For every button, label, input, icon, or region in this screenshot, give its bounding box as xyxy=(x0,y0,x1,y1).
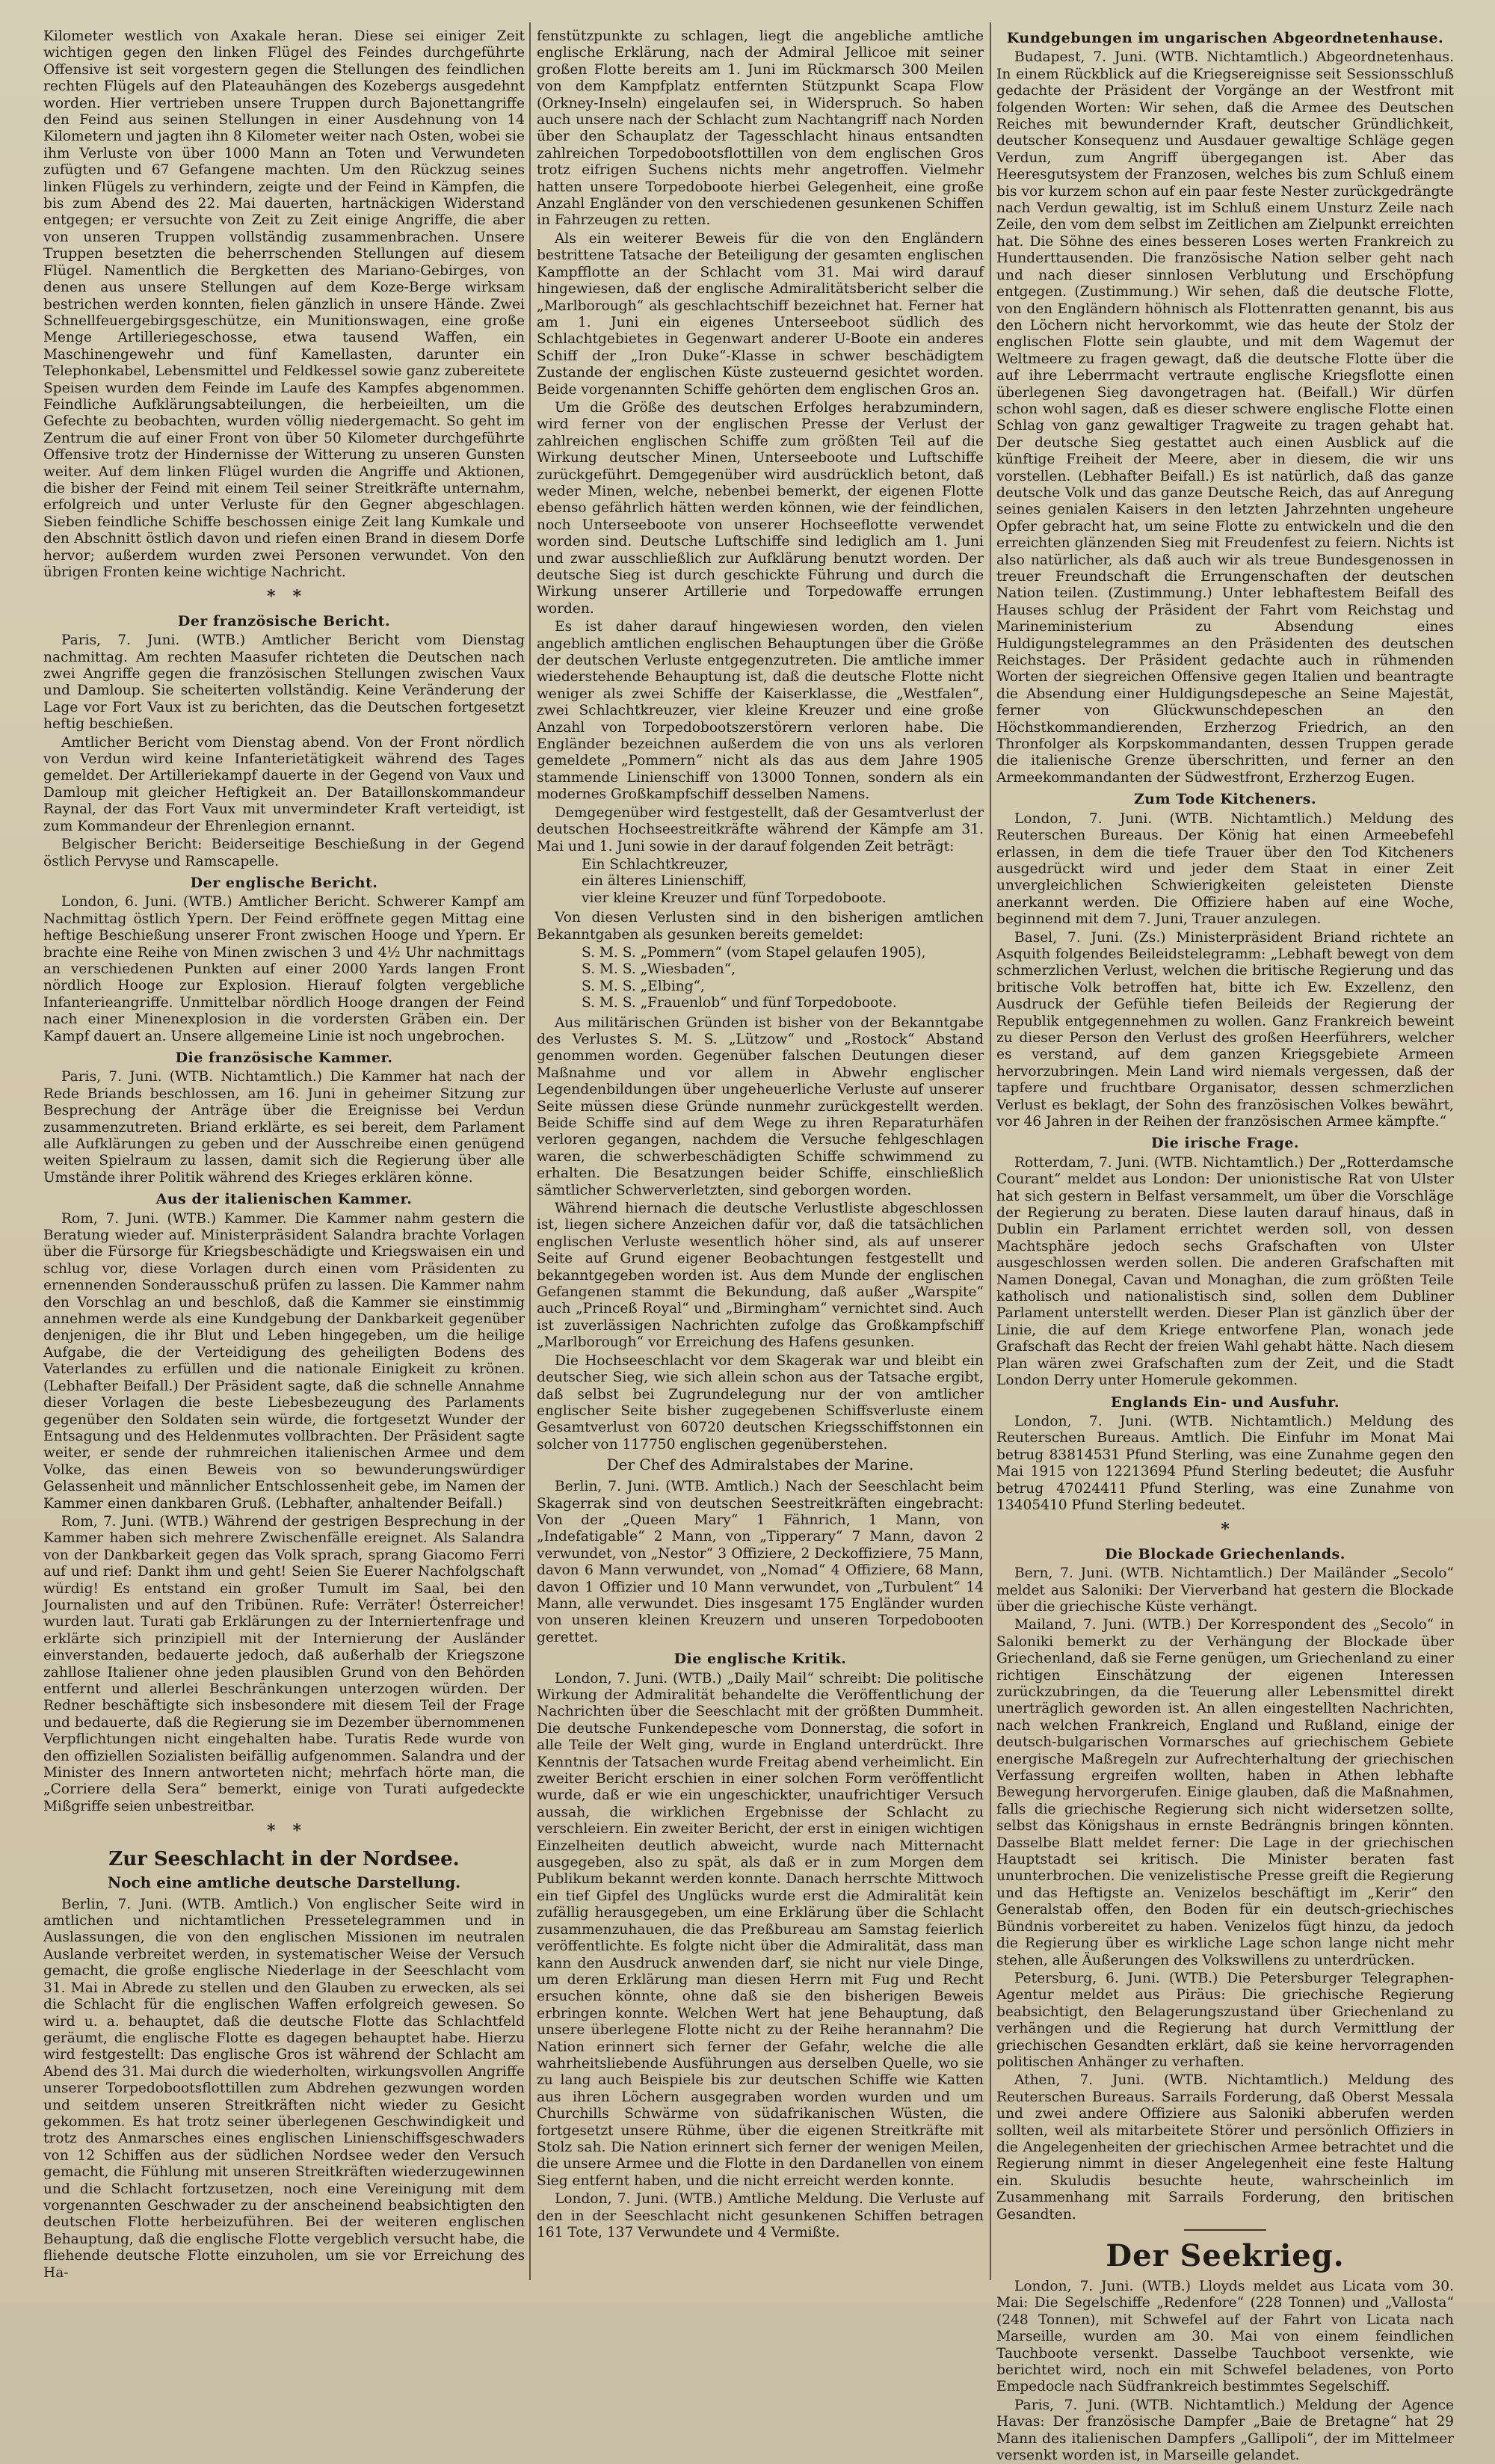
section-heading-large: Der Seekrieg. xyxy=(1106,2238,1345,2273)
section-heading: Englands Ein- und Ausfuhr. xyxy=(1111,1393,1340,1411)
paragraph: Die Hochseeschlacht vor dem Skagerak war und bleibt ein deutscher Sieg, wie sich allein schon aus der Tatsache ergibt, daß selbst bei Zugrundelegung nur der von amtlicher englischer Seite bisher zugegebenen Schiffsverluste einem Gesamtverlust von 60720 deutschen Kriegsschiffstonnen ein solcher von 117750 englischen gegenüberstehen. xyxy=(537,1352,984,1453)
paragraph: Berlin, 7. Juni. (WTB. Amtlich.) Nach der Seeschlacht beim Skagerrak sind von deutschen Seestreitkräften eingebracht: Von der „Queen Mary“ 1 Fähnrich, 1 Mann, von „Indefatigable“ 2 Mann, von „Tipperary“ 7 Mann, davon 2 verwundet, von „Nestor“ 3 Offiziere, 2 Deckoffiziere, 75 Mann, davon 6 Mann verwundet, von „Nomad“ 4 Offiziere, 68 Mann, davon 1 Offizier und 10 Mann verwundet, von „Turbulent“ 14 Mann, alle verwundet. Dies insgesamt 175 Engländer wurden von unseren kleinen Kreuzern und unseren Torpedobooten gerettet. xyxy=(537,1479,984,1645)
paragraph: Demgegenüber wird festgestellt, daß der Gesamtverlust der deutschen Hochseestreitkräfte während der Kämpfe am 31. Mai und 1. Juni sowie in der darauf folgenden Zeit beträgt: xyxy=(537,804,984,854)
column-rule xyxy=(529,22,531,2280)
section-heading: Der französische Bericht. xyxy=(177,612,391,629)
paragraph: Während hiernach die deutsche Verlustliste abgeschlossen ist, liegen sichere Anzeichen dafür vor, daß die tatsächlichen englischen Verluste wesentlich höher sind, als auf unserer Seite auf Grund eigener Beobachtungen festgestellt und bekanntgegeben worden ist. Aus dem Munde der englischen Gefangenen stammt die Bekundung, daß außer „Warspite“ auch „Princeß Royal“ und „Birmingham“ vernichtet sind. Auch ist zuverlässigen Nachrichten zufolge das Großkampfschiff „Marlborough“ vor Erreichung des Hafens gesunken. xyxy=(537,1201,984,1351)
list-item: Ein Schlachtkreuzer, xyxy=(582,856,729,872)
list-item: S. M. S. „Pommern“ (vom Stapel gelaufen 1905), xyxy=(582,944,926,961)
section-heading: Aus der italienischen Kammer. xyxy=(155,1191,413,1208)
paragraph: Als ein weiterer Beweis für die von den Engländern bestrittene Tatsache der Beteiligung der gesamten englischen Kampfflotte an der Schlacht vom 31. Mai wird darauf hingewiesen, daß der englische Admiralitätsbericht selber die „Marlborough“ als geschlachtschiff bezeichnet hat. Ferner hat am 1. Juni ein eigenes Unterseeboot südlich des Schlachtgebietes in Gegenwart anderer U-Boote ein anderes Schiff der „Iron Duke“-Klasse in schwer beschädigtem Zustande der englischen Küste zusteuernd gesichtet worden. Beide vorgenannten Schiffe gehörten dem englischen Gros an. xyxy=(537,230,984,398)
column-left xyxy=(43,28,525,2281)
section-separator: * * xyxy=(267,1821,301,1841)
paragraph: Rom, 7. Juni. (WTB.) Während der gestrigen Besprechung in der Kammer haben sich mehrere Zwischenfälle ereignet. Als Salandra von der Dankbarkeit gegen das Volk sprach, sprang Giacomo Ferri auf und rief: Dankt ihm und geht! Seien Sie Euerer Nachfolgschaft würdig! Es entstand ein großer Tumult im Saal, bei den Journalisten und auf den Tribünen. Rufe: Verräter! Österreicher! wurden laut. Turati gab Erklärungen zu der Interniertenfrage und erklärte sich prinzipiell mit der Internierung der Ausländer einverstanden, bedauerte jedoch, daß außerhalb der Kriegszone zahllose Italiener ohne jeden plausiblen Grund von den Behörden entfernt und allerlei Beschränkungen unterzogen würden. Der Redner beschäftigte sich insbesondere mit diesem Teil der Frage und bedauerte, daß die Regierung sie im Dezember übernommenen Verpflichtungen nicht eingehalten habe. Turatis Rede wurde von den offiziellen Sozialisten beifällig aufgenommen. Salandra und der Minister des Innern antworteten nicht; mehrfach hörte man, die „Corriere della Sera“ bemerkt, einige von Turati aufgedeckte Mißgriffe seien unbestreitbar. xyxy=(43,1513,525,1814)
list-item: vier kleine Kreuzer und fünf Torpedoboote. xyxy=(582,890,887,906)
section-heading: Der englische Bericht. xyxy=(190,874,378,891)
paragraph: Paris, 7. Juni. (WTB. Nichtamtlich.) Meldung der Agence Havas: Der französische Dampfer „Baie de Bretagne“ hat 29 Mann des italienischen Dampfers „Gallipoli“, der im Mittelmeer versenkt worden ist, in Marseille gelandet. xyxy=(996,2397,1454,2464)
section-heading: Zum Tode Kitcheners. xyxy=(1133,791,1317,808)
section-subheading: Noch eine amtliche deutsche Darstellung. xyxy=(107,1873,461,1891)
paragraph: Belgischer Bericht: Beiderseitige Beschießung in der Gegend östlich Pervyse und Ramscapelle. xyxy=(43,837,525,869)
paragraph: Von diesen Verlusten sind in den bisherigen amtlichen Bekanntgaben als gesunken bereits gemeldet: xyxy=(537,910,984,943)
list-item: ein älteres Linienschiff, xyxy=(582,873,748,890)
section-heading: Die irische Frage. xyxy=(1150,1135,1300,1152)
paragraph: London, 7. Juni. (WTB.) Lloyds meldet aus Licata vom 30. Mai: Die Segelschiffe „Redenfore“ (228 Tonnen) und „Vallosta“ (248 Tonnen), mit Schwefel auf der Fahrt von Licata nach Marseille, wurden am 30. Mai von einem feindlichen Tauchboote versenkt. Dasselbe Tauchboot versenkte, wie berichtet wird, noch ein mit Schwefel beladenes, von Porto Empedocle nach Südfrankreich bestimmtes Segelschiff. xyxy=(996,2279,1454,2395)
section-separator: * * xyxy=(267,587,301,607)
section-separator: * xyxy=(1221,1520,1230,1540)
section-heading: Die Blockade Griechenlands. xyxy=(1105,1545,1346,1562)
paragraph: Paris, 7. Juni. (WTB. Nichtamtlich.) Die Kammer hat nach der Rede Briands beschlossen, am 16. Juni in geheimer Sitzung zur Besprechung der Anträge über die Ereignisse bei Verdun zusammenzutreten. Briand erklärte, es sei bereit, dem Parlament alle Aufklärungen zu geben und der Ausschreibe einen genügend weiten Spielraum zu lassen, damit sich die Regierung über alle Umstände ihrer Politik während des Krieges erklären könne. xyxy=(43,1069,525,1186)
loss-list xyxy=(582,857,984,907)
paragraph: Kilometer westlich von Axakale heran. Diese sei einiger Zeit wichtigen gegen den linken Flügel des Feindes durchgeführte Offensive ist seit vorgestern gegen die Stellungen des feindlichen rechten Flügels auf den Plateauhängen des Kozebergs ausgedehnt worden. Hier vertrieben unsere Truppen durch Bajonettangriffe den Feind aus seinen Stellungen in einer Ausdehnung von 14 Kilometern und jagten ihn 8 Kilometer weiter nach Osten, wobei sie ihm Verluste von über 1000 Mann an Toten und Verwundeten zufügten und 67 Gefangene machten. Um den Rückzug seines linken Flügels zu verhindern, zeigte und der Feind in Kämpfen, die bis zum Abend des 22. Mai dauerten, hartnäckigen Widerstand entgegen; er versuchte von Zeit zu Zeit einige Angriffe, die aber von unseren Truppen vollständig zusammenbrachen. Unsere Truppen besetzten die beherrschenden Stellungen auf diesem Flügel. Namentlich die Bergketten des Mariano-Gebirges, von denen aus unsere Stellungen auf dem Koze-Berge wirksam bestrichen werden konnten, fielen gänzlich in unsere Hände. Zwei Schnellfeuergebirgsgeschütze, ein Munitionswagen, eine große Menge Artilleriegeschosse, etwa tausend Waffen, ein Maschinengewehr und fünf Kamellasten, darunter ein Telephonkabel, Lebensmittel und Feldkessel sowie ganz zubereitete Speisen wurden dem Feinde im Laufe des Kampfes abgenommen. Feindliche Aufklärungsabteilungen, die herbeieilten, um die Gefechte zu beobachten, wurden völlig niedergemacht. So geht im Zentrum die auf einer Front von über 50 Kilometer durchgeführte Offensive trotz der Hindernisse der Witterung zu unseren Gunsten weiter. Auf dem linken Flügel wurden die Angriffe und Aktionen, die bisher der Feind mit einem Teil seiner Streitkräfte unternahm, erfolgreich und unter Verluste für den Gegner abgeschlagen. Sieben feindliche Schiffe beschossen einige Zeit lang Kumkale und den Abschnitt östlich davon und riefen einen Brand in diesem Dorfe hervor; außerdem wurden zwei Personen verwundet. Von den übrigen Fronten keine wichtige Nachricht. xyxy=(43,28,525,580)
paragraph: Paris, 7. Juni. (WTB.) Amtlicher Bericht vom Dienstag nachmittag. Am rechten Maasufer richteten die Deutschen nach zwei Angriffe gegen die französischen Stellungen zwischen Vaux und Damloup. Sie scheiterten vollständig. Keine Veränderung der Lage vor Fort Vaux ist zu berichten, das die Deutschen fortgesetzt heftig beschießen. xyxy=(43,632,525,733)
paragraph: London, 7. Juni. (WTB.) „Daily Mail“ schreibt: Die politische Wirkung der Admiralität behandelte die Veröffentlichung der Nachrichten über die Seeschlacht mit der größten Dummheit. Die deutsche Funkendepesche vom Donnerstag, die sofort in alle Teile der Welt ging, wurde in England unterdrückt. Ihre Kenntnis der Tatsachen wurde Freitag abend verheimlicht. Ein zweiter Bericht erschien in einer solchen Form veröffentlicht wurde, daß er wie ein ungeschickter, unaufrichtiger Versuch aussah, die wirklichen Ergebnisse der Schlacht zu verschleiern. Ein zweiter Bericht, der erst in einigen wichtigen Einzelheiten deutlich abweicht, wurde nach Mitternacht ausgegeben, also zu spät, als daß er in zum Morgen dem Publikum bekannt werden konnte. Danach herrschte Mittwoch ein tief Gipfel des Unglücks wurde erst die Admiralität kein zufällig herausgegeben, um eine Erklärung über die Schlacht zusammenzuhauen, die das Preßbureau am Samstag feierlich veröffentlichte. Es folgte nicht über die Admiralität, dass man kann den Ausdruck anwenden darf, sie nicht nur viele Dinge, um deren Erklärung man diesen Herrn mit Fug und Recht ersuchen könnte, ohne daß sie den bisherigen Beweis erbringen konnte. Welchen Wert hat jene Behauptung, daß unsere überlegene Flotte nicht zu der Reihe herannahm? Die Nation erinnert sich ferner der Gefahr, welche die alle wahrheitsliebende Ausführungen aus derselben Quelle, wo sie zu lang auch Beispiele bis zur deutschen Schiffe wie Katten aus ihren Löchern ausgegraben worden wurden und um Churchills Schwärme von südafrikanischen Wüsten, die fortgesetzt unsere Rühme, über die eigenen Streitkräfte mit Stolz sah. Die Nation erinnert sich ferner der wenigen Meilen, die unsere Armee und die Flotte in den Dardanellen von einem Sieg entfernt haben, und die nicht erreicht werden konnte. xyxy=(537,1670,984,2189)
paragraph: Bern, 7. Juni. (WTB. Nichtamtlich.) Der Mailänder „Secolo“ meldet aus Saloniki: Der Vierverband hat gestern die Blockade über die griechische Küste verhängt. xyxy=(996,1565,1454,1615)
paragraph: Um die Größe des deutschen Erfolges herabzumindern, wird ferner von der englischen Presse der Verlust der zahlreichen englischen Schiffe zum größten Teil auf die Wirkung deutscher Minen, Unterseeboote und Luftschiffe zurückgeführt. Demgegenüber wird ausdrücklich betont, daß weder Minen, welche, nebenbei bemerkt, der eigenen Flotte ebenso gefährlich hätten werden können, wie der feindlichen, noch Unterseeboote von unserer Hochseeflotte verwendet worden sind. Deutsche Luftschiffe sind lediglich am 1. Juni und zwar ausschließlich zur Aufklärung benutzt worden. Der deutsche Sieg ist durch geschickte Führung und durch die Wirkung unserer Artillerie und Torpedowaffe errungen worden. xyxy=(537,399,984,617)
paragraph: Budapest, 7. Juni. (WTB. Nichtamtlich.) Abgeordnetenhaus. In einem Rückblick auf die Kriegsereignisse seit Sessionsschluß gedachte der Präsident der Vorgänge an der Westfront mit folgenden Worten: Wir sehen, daß die Armee des Deutschen Reiches mit bewundernder Kraft, deutscher Gründlichkeit, deutscher Konsequenz und Ausdauer gewaltige Schläge gegen Verdun, zum Angriff übergegangen ist. Aber das Heeresgutsystem der Franzosen, welches bis zum Schluß einem bis vor kurzem schon auf ein paar feste Nester zurückgedrängte nach Verdun gewaltig, ist im Schluß einem Unsturz Zeile nach Zeile, den vom dem selbst im Zeitlichen am Zielpunkt erreichten hat. Die Söhne des eines besseren Loses werten Frankreich zu Hunderttausenden. Die französische Nation selber geht nach und nach dieser sinnlosen Verblutung und Erschöpfung entgegen. (Zustimmung.) Wir sehen, daß die deutsche Flotte, von den Engländern höhnisch als Flottenratten genannt, bis aus den Löchern nicht hervorkommt, wie das heute der Stolz der englischen Flotte sein glaubte, und mit dem Wagemut der Weltmeere zu fragen gewagt, daß die deutsche Flotte über die auf ihre Leberrmacht vertraute englische Kriegsflotte einen überlegenen Sieg davongetragen hat. (Beifall.) Wir dürfen schon wohl sagen, daß es dieser schwere englische Flotte einen Schlag von ganz gewaltiger Tragweite zu tragen gehabt hat. Der deutsche Sieg gestattet auch einen Ausblick auf die künftige Freiheit der Meere, aber in diesem, die wir uns vorstellen. (Lebhafter Beifall.) Es ist natürlich, daß das ganze deutsche Volk und das ganze Deutsche Reich, das auf Anregung seines genialen Kaisers in den letzten Jahrzehnten ungeheure Opfer gebracht hat, um seine Flotte zu entwickeln und die den erreichten glänzenden Sieg mit Freudenfest zu feiern. Nichts ist also natürlicher, als daß auch wir als treue Bundesgenossen in treuer Freundschaft die Errungenschaften der deutschen Nation teilen. (Zustimmung.) Unter lebhaftestem Beifall des Hauses schlug der Präsident der Fahrt vom Reichstag und Marineministerium zu Absendung eines Huldigungstelegrammes an den Präsidenten des deutschen Reichstages. Der Präsident gedachte auch in rühmenden Worten der siegreichen Offensive gegen Italien und beantragte die Absendung einer Huldigungsdepesche an Seine Majestät, ferner von Glückwunschdepeschen an den Höchstkommandierenden, Erzherzog Friedrich, an den Thronfolger als Korpskommandanten, dessen Truppen gerade die italienische Grenze überschritten, und ferner an den Armeekommandanten der Südwestfront, Erzherzog Eugen. xyxy=(996,49,1454,786)
section-heading: Die französische Kammer. xyxy=(175,1049,393,1066)
section-heading: Kundgebungen im ungarischen Abgeordnetenhause. xyxy=(1006,30,1444,46)
list-item: S. M. S. „Frauenlob“ und fünf Torpedoboote. xyxy=(582,995,897,1011)
column-rule xyxy=(990,22,991,2280)
paragraph: Es ist daher darauf hingewiesen worden, den vielen angeblich amtlichen englischen Behauptungen über die Größe der deutschen Verluste entgegenzutreten. Die amtliche immer wiederstehende Behauptung ist, daß die deutsche Flotte nicht weniger als zwei Schiffe der Kaiserklasse, die „Westfalen“, zwei Schlachtkreuzer, vier kleine Kreuzer und eine große Anzahl von Torpedobootszerstörern verloren habe. Die Engländer bezeichnen außerdem die von uns als verloren gemeldete „Pommern“ nicht als das aus dem Jahre 1905 stammende Linienschiff von 13000 Tonnen, sondern als ein modernes Großkampfschiff desselben Namens. xyxy=(537,619,984,803)
paragraph: Athen, 7. Juni. (WTB. Nichtamtlich.) Meldung des Reuterschen Bureaus. Sarrails Forderung, daß Oberst Messala und zwei andere Offiziere aus Saloniki abberufen werden sollten, weil als mitarbeitete Störer und persönlich Offiziers in die Angelegenheiten der griechischen Armee betrachtet und die Regierung nimmt in dieser Angelegenheit eine feste Haltung ein. Skuludis besuchte heute, wahrscheinlich im Zusammenhang mit Sarrails Forderung, den britischen Gesandten. xyxy=(996,2072,1454,2223)
paragraph: Berlin, 7. Juni. (WTB. Amtlich.) Von englischer Seite wird in amtlichen und nichtamtlichen Pressetelegrammen und in Auslassungen, die von den englischen Missionen im neutralen Auslande verbreitet werden, in systematischer Weise der Versuch gemacht, die große englische Niederlage in der Seeschlacht vom 31. Mai in Abrede zu stellen und den Glauben zu erwecken, als sei die Schlacht für die englischen Waffen erfolgreich gewesen. So wird u. a. behauptet, daß die deutsche Flotte das Schlachtfeld geräumt, die englische Flotte es dagegen behauptet habe. Hierzu wird festgestellt: Das englische Gros ist während der Schlacht am Abend des 31. Mai durch die wiederholten, wirkungsvollen Angriffe unserer Torpedobootsflottillen zum Abdrehen gezwungen worden und seitdem unseren Streitkräften nicht wieder zu Gesicht gekommen. Es hat trotz seiner überlegenen Geschwindigkeit und trotz des Anmarsches eines englischen Linienschiffsgeschwaders von 12 Schiffen aus der südlichen Nordsee weder den Versuch gemacht, die Fühlung mit unseren Streitkräften wiederzugewinnen und die Schlacht fortzusetzen, noch eine Vereinigung mit dem vorgenannten Geschwader zu der anscheinend beabsichtigten den deutschen Flotte herbeizuführen. Bei der weiteren englischen Behauptung, daß die englische Flotte vergeblich versucht habe, die fliehende deutsche Flotte einzuholen, um sie vor Erreichung des Ha- xyxy=(43,1896,525,2281)
paragraph: London, 6. Juni. (WTB.) Amtlicher Bericht. Schwerer Kampf am Nachmittag östlich Ypern. Der Feind eröffnete gegen Mittag eine heftige Beschießung unserer Front zwischen Hooge und Ypern. Er brachte eine Reihe von Minen zwischen 3 und 4½ Uhr nachmittags an verschiedenen Punkten auf einer 2000 Yards langen Front nördlich Hooge zur Explosion. Hierauf folgten vergebliche Infanterieangriffe. Unmittelbar nördlich Hooge drangen der Feind nach einer Minenexplosion in die vordersten Gräben ein. Der Kampf dauert an. Unsere allgemeine Linie ist noch ungebrochen. xyxy=(43,894,525,1044)
paragraph: London, 7. Juni. (WTB. Nichtamtlich.) Meldung des Reuterschen Bureaus. Der König hat einen Armeebefehl erlassen, in dem die tiefe Trauer über den Tod Kitcheners ausgedrückt wird und jeder dem Staat in einer Zeit unvergleichlichen Schwierigkeiten geleisteten Dienste anerkannt werden. Die Offiziere haben auf eine Woche, beginnend mit dem 7. Juni, Trauer anzulegen. xyxy=(996,810,1454,928)
paragraph: Rom, 7. Juni. (WTB.) Kammer. Die Kammer nahm gestern die Beratung wieder auf. Ministerpräsident Salandra brachte Vorlagen über die Fürsorge für Kriegsbeschädigte und Kriegswaisen ein und schlug vor, diese Vorlagen durch einen vom Präsidenten zu ernennenden Sonderausschuß prüfen zu lassen. Die Kammer nahm den Vorschlag an und beschloß, daß die Kammer sie einstimmig annehmen werde als eine Kundgebung der Dankbarkeit gegenüber denjenigen, die ihr Blut und Leben hingegeben, um die heilige Aufgabe, die der Verteidigung des geheiligten Bodens des Vaterlandes zu erfüllen und die nationale Einigkeit zu krönen. (Lebhafter Beifall.) Der Präsident sagte, daß die schnelle Annahme dieser Vorlagen die beste Liebesbezeugung des Parlaments gegenüber den Soldaten sein würde, die fortgesetzt Wunder der Entsagung und des Heldenmutes vollbrachten. Der Präsident sagte weiter, er sende der ruhmreichen italienischen Armee und dem Volke, das einen Beweis von so bewunderungswürdiger Gelassenheit und männlicher Entschlossenheit gebe, im Namen der Kammer einen dankbaren Gruß. (Lebhafter, anhaltender Beifall.) xyxy=(43,1210,525,1512)
paragraph: Mailand, 7. Juni. (WTB.) Der Korrespondent des „Secolo“ in Saloniki bemerkt zu der Verhängung der Blockade über Griechenland, daß sie Ferne genügen, um Griechenland zu einer richtigen Einschätzung der eigenen Interessen zurückzubringen, da die Teuerung aller Lebensmittel direkt unerträglich geworden ist. An allen eingestellten Nachrichten, nach welchen Frankreich, England und Rußland, einige der deutsch-bulgarischen Vormarsches auf griechischem Gebiete energische Maßregeln zur Aufrechterhaltung der griechischen Verfassung ergreifen wollten, haben in Athen lebhafte Bewegung hervorgerufen. Einige glauben, daß die Maßnahmen, falls die griechische Regierung sich nicht widersetzen sollte, selbst das Königshaus in ernste Bedrängnis bringen könnten. Dasselbe Blatt meldet ferner: Die Lage in der griechischen Hauptstadt sei kritisch. Die Minister beraten fast ununterbrochen. Die venizelistische Presse greift die Regierung und das Heftigste an. Venizelos beschäftigt im „Kerir“ den Generalstab offen, den Boden für ein deutsch-griechisches Bündnis vorbereitet zu haben. Venizelos fügt hinzu, da jedoch die Regierung über es wirkliche Lage schon lange nicht mehr stehen, alle Äußerungen des Volkswillens zu unterdrücken. xyxy=(996,1617,1454,1968)
paragraph: Basel, 7. Juni. (Zs.) Ministerpräsident Briand richtete an Asquith folgendes Beileidstelegramm: „Lebhaft bewegt von dem schmerzlichen Verlust, welchen die britische Regierung und das britische Volk betroffen hat, bitte ich Ew. Exzellenz, den Ausdruck der Gefühle tiefen Beileids der Regierung der Republik entgegennehmen zu wollen. Ganz Frankreich beweint zu dieser Person den Verlust des großen Heerführers, welcher es verstand, auf dem ganzen Kriegsgebiete Armeen hervorzubringen. Mein Land wird niemals vergessen, daß der tapfere und fruchtbare Organisator, dessen schmerzlichen Verlust es beklagt, der Sohn des französischen Volkes bewährt, vor 46 Jahren in der Reihen der französischen Armee kämpfte.“ xyxy=(996,929,1454,1130)
section-heading: Die englische Kritik. xyxy=(673,1651,847,1668)
paragraph: fenstützpunkte zu schlagen, liegt die angebliche amtliche englische Erklärung, nach der Admiral Jellicoe mit seiner großen Flotte bereits am 1. Juni im Rückmarsch 300 Meilen von dem Kampfplatz entfernten Stützpunkt Scapa Flow (Orkney-Inseln) eingelaufen sei, in Widerspruch. So haben auch unsere nach der Schlacht zum Nachtangriff nach Norden über den Schauplatz der Tagesschlacht hinaus entsandten zahlreichen Torpedobootsflottillen von dem englischen Gros trotz eifrigen Suchens nichts mehr angetroffen. Vielmehr hatten unsere Torpedoboote hierbei Gelegenheit, eine große Anzahl Engländer von den verschiedenen gesunkenen Schiffen in Fahrzeugen zu retten. xyxy=(537,28,984,229)
paragraph: London, 7. Juni. (WTB.) Amtliche Meldung. Die Verluste auf den in der Seeschlacht nicht gesunkenen Schiffen betragen 161 Tote, 137 Verwundete und 4 Vermißte. xyxy=(537,2191,984,2240)
list-item: S. M. S. „Elbing“, xyxy=(582,978,705,994)
ship-list xyxy=(582,945,984,1012)
paragraph: London, 7. Juni. (WTB. Nichtamtlich.) Meldung des Reuterschen Bureaus. Amtlich. Die Einfuhr im Monat Mai betrug 83814531 Pfund Sterling, was eine Zunahme gegen den Mai 1915 von 12213694 Pfund Sterling bedeutet; die Ausfuhr betrug 47024411 Pfund Sterling, was eine Zunahme von 13405410 Pfund Sterling bedeutet. xyxy=(996,1413,1454,1513)
paragraph: Rotterdam, 7. Juni. (WTB. Nichtamtlich.) Der „Rotterdamsche Courant“ meldet aus London: Der unionistische Rat von Ulster hat sich gestern in Belfast versammelt, um über die Vorschläge der Regierung zu beraten. Diese lauten darauf hinaus, daß in Dublin ein Parlament errichtet werden soll, von dessen Machtsphäre jedoch sechs Grafschaften von Ulster ausgeschlossen werden sollen. Die anderen Grafschaften mit Namen Donegal, Cavan und Monaghan, die zum größten Teile katholisch und nationalistisch sind, sollen dem Dubliner Parlament unterstellt werden. Dieser Plan ist gänzlich über der Linie, die auf dem Kriege entworfene Plan, wonach jede Grafschaft das Recht der freien Wahl gehabt hätte. Nach diesem Plan wären zwei Grafschaften zum der Zeit, und die Stadt London Derry unter Homerule gekommen. xyxy=(996,1154,1454,1389)
list-item: S. M. S. „Wiesbaden“, xyxy=(582,961,736,978)
column-right xyxy=(996,28,1454,2464)
divider xyxy=(1184,2229,1266,2231)
paragraph: Amtlicher Bericht vom Dienstag abend. Von der Front nördlich von Verdun wird keine Infanterietätigkeit während des Tages gemeldet. Der Artilleriekampf dauerte in der Gegend von Vaux und Damloup mit gleicher Heftigkeit an. Der Bataillonskommandeur Raynal, der das Fort Vaux mit unvermindeter Kraft verteidigt, ist zum Kommandeur der Ehrenlegion ernannt. xyxy=(43,734,525,834)
paragraph: Aus militärischen Gründen ist bisher von der Bekanntgabe des Verlustes S. M. S. „Lützow“ und „Rostock“ Abstand genommen worden. Gegenüber falschen Deutungen dieser Maßnahme und vor allem in Abwehr englischer Legendenbildungen über ungeheuerliche Verluste auf unserer Seite müssen diese Gründe nunmehr zurückgestellt werden. Beide Schiffe sind auf dem Wege zu ihren Reparaturhäfen verloren gegangen, nachdem die Versuche fehlgeschlagen waren, die schwerbeschädigten Schiffe schwimmend zu erhalten. Die Besatzungen beider Schiffe, einschließlich sämtlicher Schwerverletzten, sind geborgen worden. xyxy=(537,1014,984,1198)
signature: Der Chef des Admiralstabes der Marine. xyxy=(606,1456,914,1474)
section-heading-large: Zur Seeschlacht in der Nordsee. xyxy=(108,1847,460,1870)
column-middle xyxy=(537,28,984,2271)
paragraph: Petersburg, 6. Juni. (WTB.) Die Petersburger Telegraphen-Agentur meldet aus Piräus: Die griechische Regierung beabsichtigt, den Belagerungszustand über Griechenland zu verhängen und die Regierung hat durch Vermittlung der griechischen Gesandten erklärt, daß sie keine hervorragenden politischen Anhänger zu verhaften. xyxy=(996,1970,1454,2070)
